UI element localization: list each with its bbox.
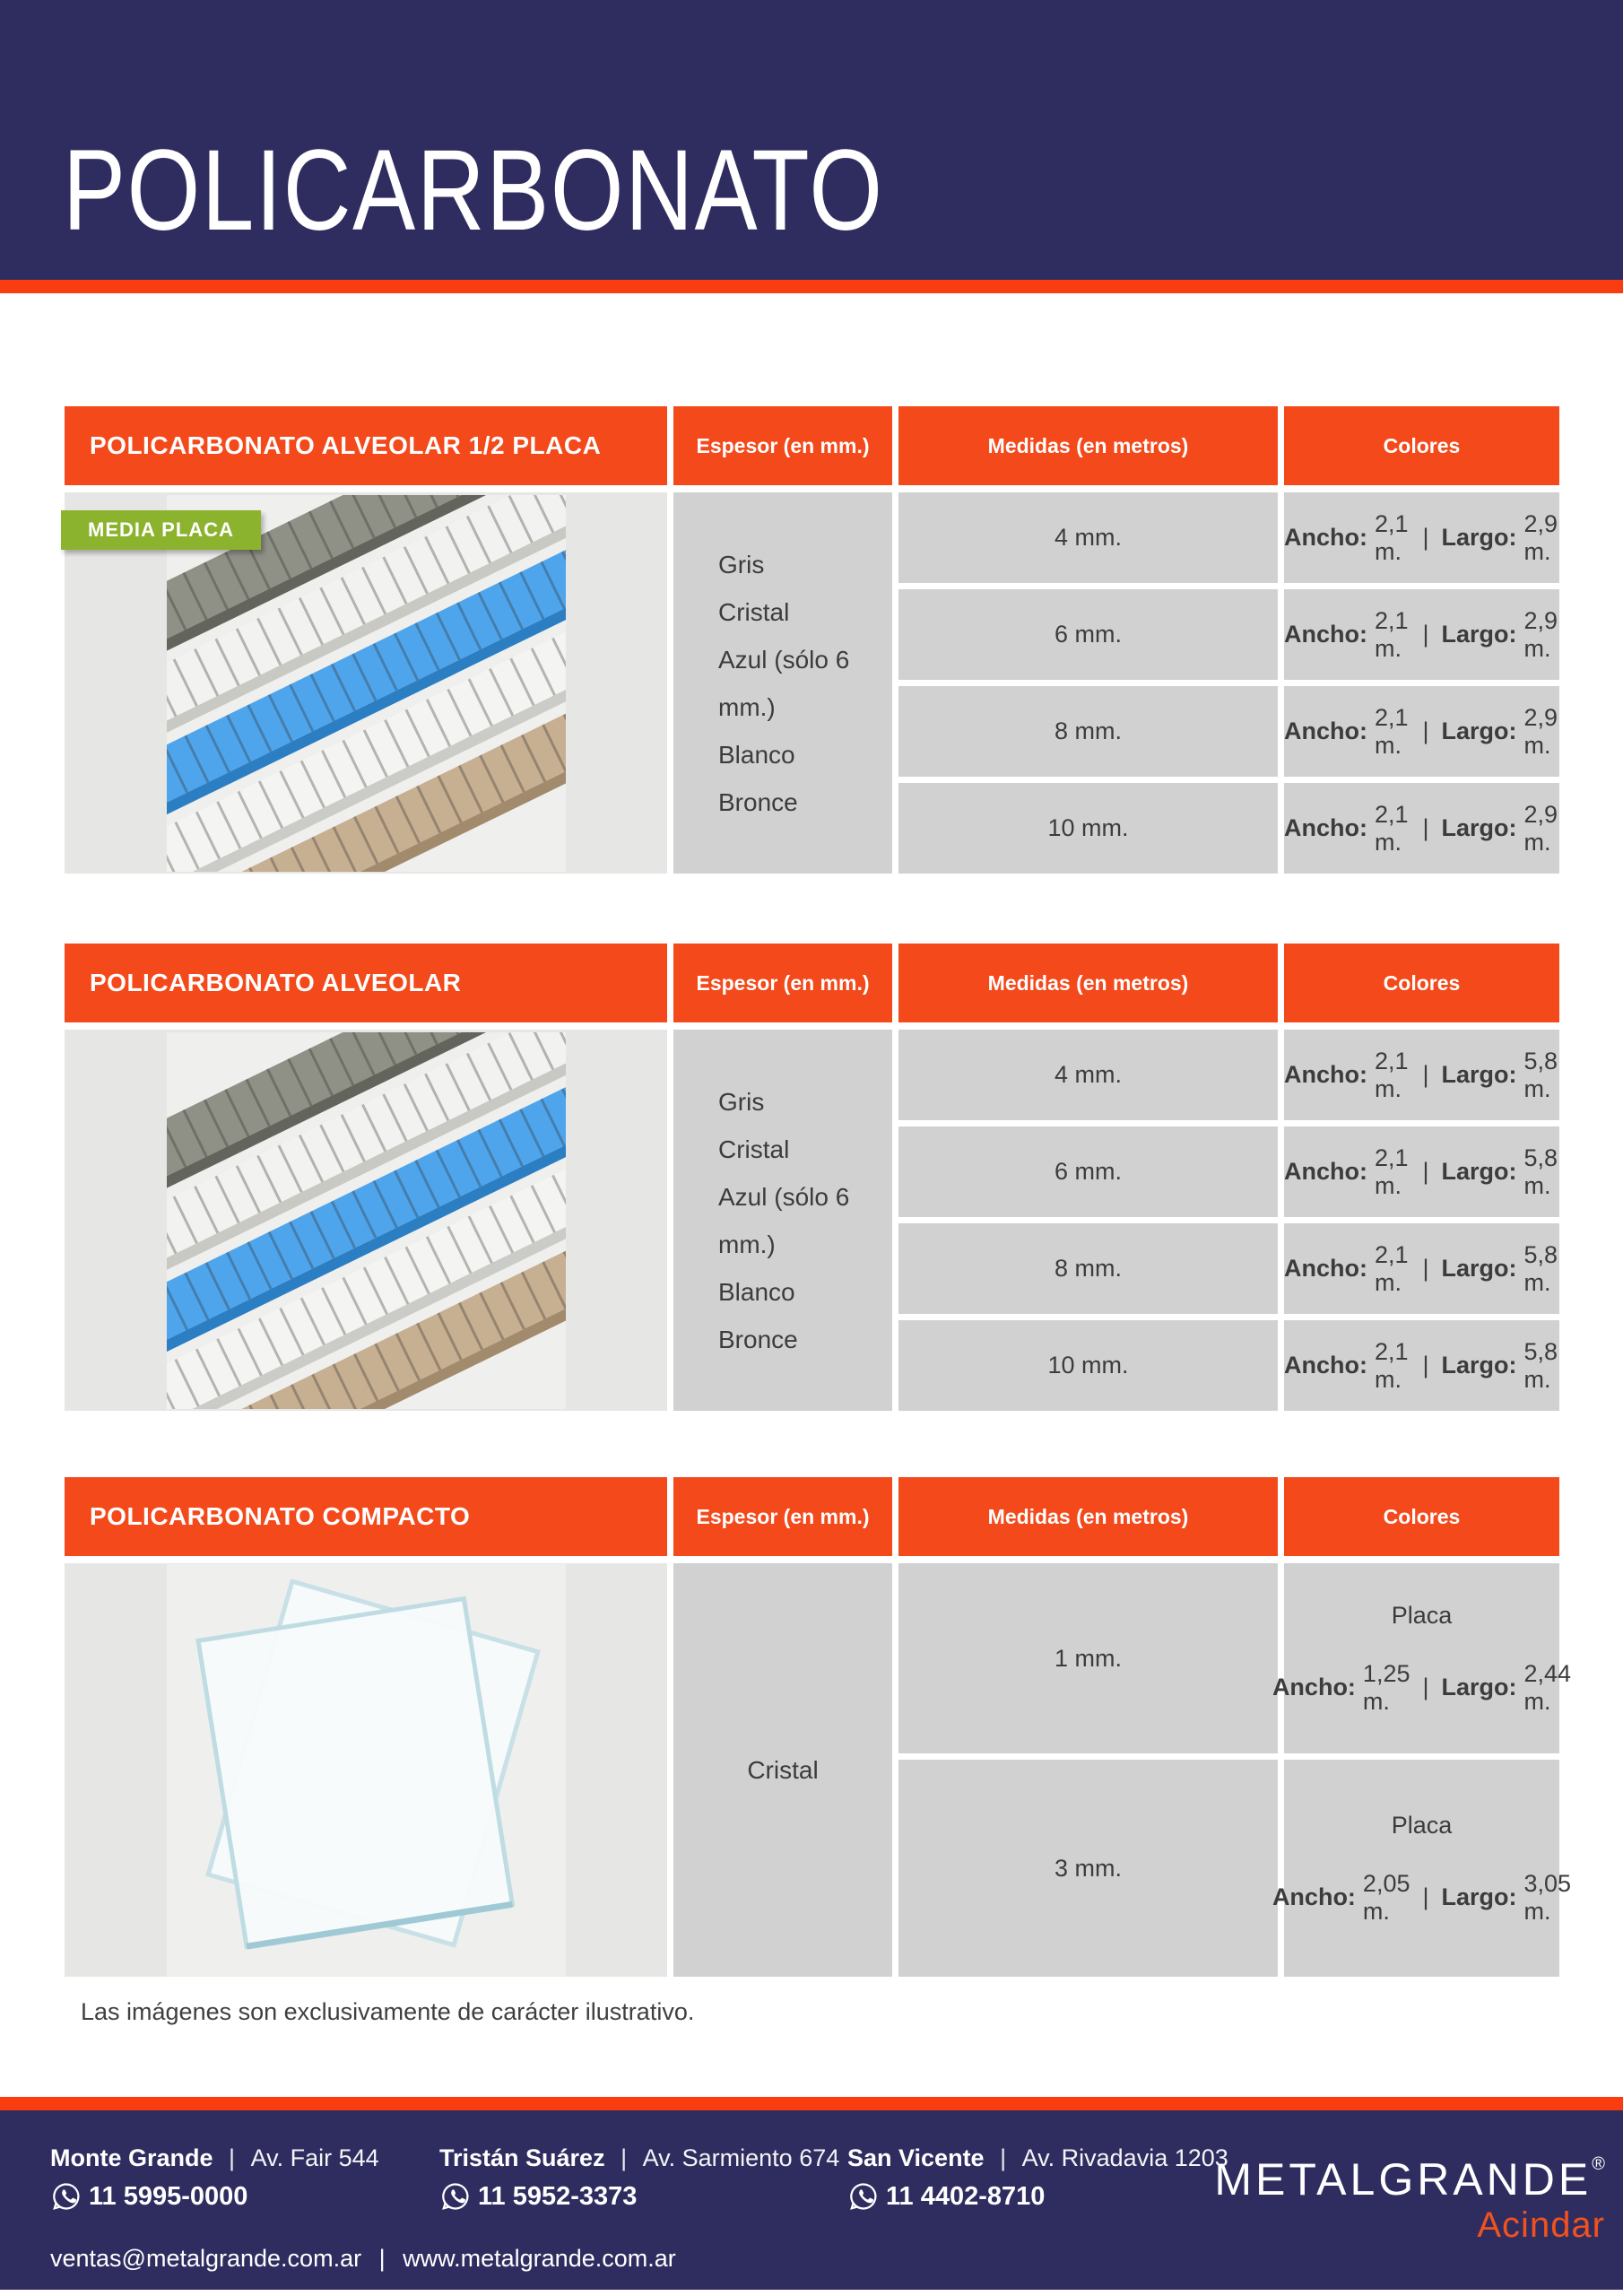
value-separator: |: [1422, 1674, 1429, 1700]
medidas-line: [1272, 1660, 1571, 1716]
medidas-cell: [1284, 492, 1559, 583]
ancho-label: Ancho:: [1284, 1158, 1367, 1185]
medidas-cell: [1284, 1126, 1559, 1217]
ancho-value: 2,1 m.: [1374, 1144, 1409, 1199]
ancho-value: 2,1 m.: [1374, 1337, 1409, 1393]
espesor-cell: 6 mm.: [898, 589, 1278, 680]
colores-cell: [673, 1030, 892, 1411]
location-separator: |: [621, 2144, 628, 2171]
color-option: Bronce: [718, 787, 798, 816]
whatsapp-phone-icon: [847, 2180, 880, 2213]
medidas-cell: [1284, 686, 1559, 777]
medidas-cell: [1284, 1223, 1559, 1314]
value-separator: |: [1422, 718, 1429, 744]
largo-value: 2,9 m.: [1523, 800, 1558, 856]
location-address: Av. Fair 544: [250, 2144, 379, 2171]
value-separator: |: [1422, 1352, 1429, 1378]
table-title: POLICARBONATO ALVEOLAR: [65, 944, 667, 1022]
location-phone-line: [439, 2180, 839, 2213]
location-address: Av. Sarmiento 674: [642, 2144, 840, 2171]
column-header-medidas: Medidas (en metros): [898, 944, 1278, 1022]
espesor-cell: 8 mm.: [898, 1223, 1278, 1314]
column-header-medidas: Medidas (en metros): [898, 1477, 1278, 1556]
website-link[interactable]: www.metalgrande.com.ar: [403, 2245, 676, 2272]
color-option: Bronce: [718, 1325, 798, 1353]
largo-label: Largo:: [1441, 524, 1517, 551]
ancho-label: Ancho:: [1271, 1883, 1356, 1910]
column-header-espesor: Espesor (en mm.): [673, 944, 892, 1022]
colores-cell: Cristal: [673, 1563, 892, 1977]
value-separator: |: [1422, 1061, 1429, 1088]
brand-logo: [1214, 2153, 1605, 2246]
brand-name: [1214, 2153, 1605, 2205]
column-header-colores: Colores: [1284, 1477, 1559, 1556]
largo-value: 5,8 m.: [1523, 1144, 1558, 1199]
column-header-medidas: Medidas (en metros): [898, 406, 1278, 485]
espesor-cell: 4 mm.: [898, 1030, 1278, 1120]
color-option: Blanco: [718, 1277, 795, 1306]
largo-label: Largo:: [1441, 1061, 1517, 1088]
location-city: San Vicente: [847, 2144, 985, 2171]
largo-label: Largo:: [1441, 1674, 1517, 1700]
value-separator: |: [1422, 1158, 1429, 1185]
largo-value: 5,8 m.: [1523, 1337, 1558, 1393]
footer: [0, 2110, 1623, 2290]
colores-cell: [673, 492, 892, 874]
table-title: POLICARBONATO COMPACTO: [65, 1477, 667, 1556]
whatsapp-phone-icon: [439, 2180, 472, 2213]
largo-label: Largo:: [1441, 814, 1517, 841]
ancho-value: 1,25 m.: [1362, 1659, 1410, 1715]
links-separator: |: [378, 2245, 386, 2272]
color-option: Azul (sólo 6 mm.): [718, 645, 850, 721]
accent-stripe-bottom: [0, 2097, 1623, 2110]
table-body: [65, 1563, 1572, 1977]
page-title: POLICARBONATO: [63, 126, 884, 255]
location-phone: 11 4402-8710: [886, 2181, 1046, 2211]
color-option: Blanco: [718, 740, 795, 769]
espesor-cell: 3 mm.: [898, 1760, 1278, 1977]
largo-label: Largo:: [1441, 718, 1517, 744]
product-image-cell: [65, 492, 667, 874]
largo-value: 3,05 m.: [1523, 1869, 1572, 1925]
brand-name-text: METALGRANDE: [1214, 2154, 1593, 2205]
location-san-vicente: [847, 2144, 1228, 2213]
table-header-row: [65, 406, 1559, 485]
ancho-value: 2,1 m.: [1374, 1240, 1409, 1296]
ancho-label: Ancho:: [1284, 1255, 1367, 1282]
ancho-label: Ancho:: [1284, 814, 1367, 841]
location-city: Monte Grande: [50, 2144, 213, 2171]
largo-value: 2,9 m.: [1523, 606, 1558, 662]
location-phone: 11 5995-0000: [89, 2181, 248, 2211]
table-alveolar-media-placa: [65, 406, 1559, 874]
alveolar-sheets-photo: [167, 1032, 566, 1409]
medidas-cell: [1284, 783, 1559, 874]
color-option: Cristal: [718, 1135, 790, 1163]
brand-subname: Acindar: [1477, 2205, 1605, 2245]
medidas-cell: [1284, 1030, 1559, 1120]
ancho-value: 2,1 m.: [1374, 800, 1409, 856]
ancho-label: Ancho:: [1284, 1352, 1367, 1378]
table-header-row: [65, 944, 1559, 1022]
ancho-label: Ancho:: [1284, 718, 1367, 744]
location-monte-grande: [50, 2144, 379, 2213]
value-separator: |: [1422, 621, 1429, 648]
alveolar-sheets-photo: [167, 495, 566, 872]
ancho-value: 2,1 m.: [1374, 703, 1409, 759]
ancho-value: 2,1 m.: [1374, 509, 1409, 565]
placa-label: Placa: [1391, 1811, 1453, 1839]
column-header-colores: Colores: [1284, 406, 1559, 485]
largo-label: Largo:: [1441, 1883, 1517, 1910]
location-phone-line: [847, 2180, 1228, 2213]
accent-stripe-top: [0, 280, 1623, 293]
table-body: [65, 1030, 1559, 1411]
location-line: [439, 2144, 839, 2172]
ancho-value: 2,1 m.: [1374, 1047, 1409, 1102]
color-option: Cristal: [718, 597, 790, 626]
largo-value: 2,44 m.: [1523, 1659, 1572, 1715]
medidas-cell: [1271, 1563, 1572, 1753]
table-header-row: [65, 1477, 1559, 1556]
location-line: [50, 2144, 379, 2172]
espesor-cell: 6 mm.: [898, 1126, 1278, 1217]
color-option: Gris: [718, 550, 765, 578]
top-banner: [0, 0, 1623, 280]
ancho-value: 2,05 m.: [1362, 1869, 1410, 1925]
media-placa-badge: MEDIA PLACA: [61, 510, 261, 550]
ancho-label: Ancho:: [1284, 524, 1367, 551]
medidas-cell: [1284, 1320, 1559, 1411]
largo-value: 2,9 m.: [1523, 509, 1558, 565]
value-separator: |: [1422, 1255, 1429, 1282]
table-body: [65, 492, 1559, 874]
location-city: Tristán Suárez: [439, 2144, 605, 2171]
compact-sheets-photo: [167, 1564, 566, 1977]
espesor-cell: 10 mm.: [898, 783, 1278, 874]
espesor-cell: 8 mm.: [898, 686, 1278, 777]
column-header-espesor: Espesor (en mm.): [673, 1477, 892, 1556]
location-tristan-suarez: [439, 2144, 839, 2213]
footer-contact-links: [50, 2245, 676, 2273]
product-image-cell: [65, 1030, 667, 1411]
ancho-label: Ancho:: [1271, 1674, 1356, 1700]
table-compacto: [65, 1477, 1572, 1977]
medidas-line: [1272, 1870, 1571, 1926]
whatsapp-phone-icon: [50, 2180, 82, 2213]
disclaimer-note: Las imágenes son exclusivamente de carácter ilustrativo.: [81, 1998, 695, 2025]
medidas-cell: [1271, 1760, 1572, 1977]
location-address: Av. Rivadavia 1203: [1021, 2144, 1228, 2171]
ancho-label: Ancho:: [1284, 1061, 1367, 1088]
ancho-label: Ancho:: [1284, 621, 1367, 648]
espesor-cell: 4 mm.: [898, 492, 1278, 583]
medidas-cell: [1284, 589, 1559, 680]
product-image-cell: [65, 1563, 667, 1977]
largo-label: Largo:: [1441, 1255, 1517, 1282]
email-link[interactable]: ventas@metalgrande.com.ar: [50, 2245, 362, 2272]
table-alveolar: [65, 944, 1559, 1411]
color-option: Gris: [718, 1087, 765, 1116]
location-phone-line: [50, 2180, 379, 2213]
column-header-colores: Colores: [1284, 944, 1559, 1022]
placa-label: Placa: [1391, 1601, 1453, 1629]
largo-value: 5,8 m.: [1523, 1240, 1558, 1296]
value-separator: |: [1422, 524, 1429, 551]
value-separator: |: [1422, 814, 1429, 841]
ancho-value: 2,1 m.: [1374, 606, 1409, 662]
table-title: POLICARBONATO ALVEOLAR 1/2 PLACA: [65, 406, 667, 485]
largo-value: 5,8 m.: [1523, 1047, 1558, 1102]
espesor-cell: 10 mm.: [898, 1320, 1278, 1411]
largo-label: Largo:: [1441, 1352, 1517, 1378]
location-separator: |: [229, 2144, 236, 2171]
largo-value: 2,9 m.: [1523, 703, 1558, 759]
column-header-espesor: Espesor (en mm.): [673, 406, 892, 485]
espesor-cell: 1 mm.: [898, 1563, 1278, 1753]
location-line: [847, 2144, 1228, 2172]
color-option: Azul (sólo 6 mm.): [718, 1182, 850, 1258]
value-separator: |: [1422, 1883, 1429, 1910]
largo-label: Largo:: [1441, 621, 1517, 648]
location-separator: |: [1000, 2144, 1007, 2171]
registered-trademark-icon: ®: [1592, 2154, 1605, 2174]
largo-label: Largo:: [1441, 1158, 1517, 1185]
location-phone: 11 5952-3373: [478, 2181, 638, 2211]
